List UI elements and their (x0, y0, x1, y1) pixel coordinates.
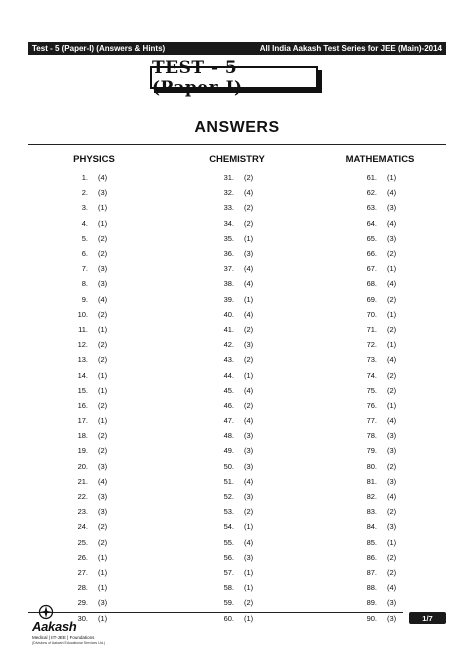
question-number: 58. (223, 583, 234, 593)
question-number: 6. (81, 249, 88, 259)
chemistry-answers (212, 170, 284, 626)
aakash-emblem-icon (38, 604, 54, 620)
answer-option: (2) (98, 400, 108, 410)
logo-division-note: (Divisions of Aakash Educational Services Ltd.) (32, 641, 106, 645)
answer-row (66, 216, 138, 231)
answer-option: (2) (98, 355, 108, 365)
question-number: 10. (77, 309, 88, 319)
answer-option: (4) (387, 279, 397, 289)
answer-row (355, 504, 427, 519)
answer-row (355, 474, 427, 489)
answer-row (355, 565, 427, 580)
answer-option: (2) (244, 355, 254, 365)
answer-option: (3) (98, 279, 108, 289)
question-number: 60. (223, 613, 234, 623)
question-number: 69. (366, 294, 377, 304)
question-number: 67. (366, 264, 377, 274)
answer-option: (1) (98, 567, 108, 577)
question-number: 17. (77, 416, 88, 426)
question-number: 1. (81, 173, 88, 183)
answer-option: (1) (244, 613, 254, 623)
physics-answers (66, 170, 138, 626)
answers-heading: ANSWERS (194, 119, 280, 136)
question-number: 72. (366, 340, 377, 350)
question-number: 41. (223, 324, 234, 334)
question-number: 4. (81, 218, 88, 228)
answer-option: (3) (387, 431, 397, 441)
question-number: 39. (223, 294, 234, 304)
question-number: 80. (366, 461, 377, 471)
question-number: 43. (223, 355, 234, 365)
question-number: 29. (77, 598, 88, 608)
answer-option: (4) (98, 476, 108, 486)
answer-option: (3) (387, 613, 397, 623)
question-number: 11. (78, 324, 88, 334)
answer-option: (1) (98, 324, 108, 334)
question-number: 52. (223, 492, 234, 502)
header-left: Test - 5 (Paper-I) (Answers & Hints) (32, 44, 166, 53)
question-number: 57. (223, 567, 234, 577)
answer-row (355, 383, 427, 398)
answer-row (66, 200, 138, 215)
answer-row (212, 459, 284, 474)
answer-row (66, 489, 138, 504)
question-number: 33. (223, 203, 234, 213)
answer-row (355, 519, 427, 534)
answer-option: (2) (98, 309, 108, 319)
question-number: 37. (223, 264, 234, 274)
question-number: 71. (366, 324, 377, 334)
question-number: 23. (77, 507, 88, 517)
question-number: 34. (223, 218, 234, 228)
answer-option: (4) (387, 583, 397, 593)
question-number: 48. (223, 431, 234, 441)
answer-option: (2) (98, 522, 108, 532)
answer-option: (4) (244, 416, 254, 426)
answer-option: (4) (387, 188, 397, 198)
question-number: 88. (366, 583, 377, 593)
answer-row (66, 459, 138, 474)
answer-option: (3) (244, 340, 254, 350)
answer-row (355, 428, 427, 443)
question-number: 36. (223, 249, 234, 259)
answer-row (355, 413, 427, 428)
answer-row (355, 535, 427, 550)
answer-option: (2) (98, 340, 108, 350)
answer-row (355, 322, 427, 337)
question-number: 26. (77, 552, 88, 562)
answer-option: (4) (387, 218, 397, 228)
answer-row (355, 216, 427, 231)
logo-subtitle: Medical | IIT-JEE | Foundations (32, 635, 95, 640)
answer-option: (4) (244, 188, 254, 198)
answer-row (212, 550, 284, 565)
answer-option: (1) (98, 203, 108, 213)
question-number: 66. (366, 249, 377, 259)
answer-option: (2) (98, 537, 108, 547)
answer-option: (1) (387, 537, 397, 547)
answer-row (355, 580, 427, 595)
answer-option: (2) (98, 431, 108, 441)
question-number: 89. (366, 598, 377, 608)
answer-option: (3) (387, 446, 397, 456)
answer-option: (1) (244, 370, 254, 380)
answer-option: (2) (387, 294, 397, 304)
physics-heading: PHYSICS (73, 154, 115, 165)
question-number: 20. (77, 461, 88, 471)
answer-option: (3) (98, 188, 108, 198)
answer-row (355, 246, 427, 261)
answer-row (212, 398, 284, 413)
answer-option: (1) (244, 567, 254, 577)
paper-title-box (150, 57, 322, 98)
question-number: 86. (366, 552, 377, 562)
question-number: 8. (81, 279, 88, 289)
answer-option: (1) (98, 552, 108, 562)
answer-option: (3) (244, 552, 254, 562)
question-number: 90. (366, 613, 377, 623)
question-number: 16. (77, 400, 88, 410)
question-number: 38. (223, 279, 234, 289)
header-right: All India Aakash Test Series for JEE (Main)-2014 (259, 44, 442, 53)
answer-row (355, 276, 427, 291)
answer-row (212, 519, 284, 534)
answer-option: (2) (244, 218, 254, 228)
question-number: 19. (77, 446, 88, 456)
answer-option: (1) (387, 340, 397, 350)
answer-row (212, 307, 284, 322)
answer-option: (3) (387, 522, 397, 532)
question-number: 87. (366, 567, 377, 577)
answer-row (66, 398, 138, 413)
answer-option: (2) (387, 461, 397, 471)
answer-option: (2) (387, 507, 397, 517)
question-number: 78. (366, 431, 377, 441)
answer-row (212, 337, 284, 352)
question-number: 79. (366, 446, 377, 456)
answer-option: (4) (244, 476, 254, 486)
answer-row (355, 459, 427, 474)
answer-option: (3) (244, 492, 254, 502)
answer-option: (1) (244, 233, 254, 243)
answer-row (212, 261, 284, 276)
answer-row (355, 292, 427, 307)
answer-option: (4) (387, 355, 397, 365)
question-number: 47. (223, 416, 234, 426)
answer-row (66, 367, 138, 382)
answer-option: (2) (387, 324, 397, 334)
answer-row (212, 535, 284, 550)
question-number: 77. (366, 416, 377, 426)
answer-option: (2) (387, 385, 397, 395)
answer-option: (3) (387, 598, 397, 608)
question-number: 7. (81, 264, 88, 274)
question-number: 18. (77, 431, 88, 441)
answer-option: (3) (387, 476, 397, 486)
question-number: 74. (366, 370, 377, 380)
answer-row (212, 292, 284, 307)
question-number: 40. (223, 309, 234, 319)
answer-row (66, 337, 138, 352)
answer-option: (4) (244, 279, 254, 289)
answer-row (212, 443, 284, 458)
question-number: 68. (366, 279, 377, 289)
question-number: 24. (77, 522, 88, 532)
question-number: 62. (366, 188, 377, 198)
answer-row (66, 246, 138, 261)
answer-option: (1) (98, 613, 108, 623)
answer-option: (1) (98, 370, 108, 380)
answer-row (66, 322, 138, 337)
answer-row (66, 519, 138, 534)
answer-option: (3) (98, 264, 108, 274)
question-number: 42. (223, 340, 234, 350)
answer-option: (2) (98, 233, 108, 243)
answer-option: (3) (244, 249, 254, 259)
answer-row (66, 352, 138, 367)
answer-option: (1) (387, 264, 397, 274)
answer-row (355, 200, 427, 215)
answer-option: (4) (244, 264, 254, 274)
question-number: 83. (366, 507, 377, 517)
answer-row (66, 443, 138, 458)
question-number: 14. (77, 370, 88, 380)
answer-option: (1) (244, 294, 254, 304)
answer-option: (3) (98, 461, 108, 471)
question-number: 44. (223, 370, 234, 380)
question-number: 27. (77, 567, 88, 577)
answer-row (66, 383, 138, 398)
question-number: 35. (223, 233, 234, 243)
question-number: 12. (77, 340, 88, 350)
answer-row (212, 595, 284, 610)
question-number: 64. (366, 218, 377, 228)
answer-option: (3) (244, 461, 254, 471)
question-number: 53. (223, 507, 234, 517)
answer-row (66, 276, 138, 291)
question-number: 73. (366, 355, 377, 365)
answer-option: (2) (244, 400, 254, 410)
question-number: 55. (223, 537, 234, 547)
answer-option: (2) (244, 507, 254, 517)
answer-row (66, 231, 138, 246)
answer-row (212, 489, 284, 504)
question-number: 56. (223, 552, 234, 562)
answer-row (66, 261, 138, 276)
answer-row (355, 398, 427, 413)
answer-row (66, 413, 138, 428)
answer-row (212, 322, 284, 337)
answer-row (355, 231, 427, 246)
question-number: 3. (81, 203, 88, 213)
answer-row (355, 367, 427, 382)
question-number: 50. (223, 461, 234, 471)
question-number: 45. (223, 385, 234, 395)
question-number: 21. (77, 476, 88, 486)
answer-option: (4) (244, 537, 254, 547)
answer-option: (2) (387, 370, 397, 380)
answer-option: (1) (98, 583, 108, 593)
answer-row (355, 443, 427, 458)
question-number: 84. (366, 522, 377, 532)
answer-row (355, 307, 427, 322)
answer-row (212, 352, 284, 367)
answer-row (212, 276, 284, 291)
answer-option: (1) (98, 218, 108, 228)
question-number: 59. (223, 598, 234, 608)
mathematics-answers (355, 170, 427, 626)
answer-option: (1) (387, 400, 397, 410)
top-divider (28, 144, 446, 145)
answer-row (212, 580, 284, 595)
question-number: 76. (366, 400, 377, 410)
question-number: 70. (366, 309, 377, 319)
answer-row (212, 565, 284, 580)
answer-row (66, 535, 138, 550)
answer-option: (3) (98, 507, 108, 517)
answer-row (355, 170, 427, 185)
question-number: 28. (77, 583, 88, 593)
answer-option: (3) (98, 598, 108, 608)
answer-option: (3) (98, 492, 108, 502)
answer-row (212, 170, 284, 185)
answer-option: (2) (387, 249, 397, 259)
answer-row (212, 246, 284, 261)
answer-option: (2) (244, 173, 254, 183)
question-number: 30. (77, 613, 88, 623)
answer-option: (1) (387, 173, 397, 183)
question-number: 9. (81, 294, 88, 304)
question-number: 51. (223, 476, 234, 486)
answer-row (66, 428, 138, 443)
answer-option: (3) (387, 233, 397, 243)
answer-option: (2) (244, 324, 254, 334)
question-number: 81. (366, 476, 377, 486)
question-number: 22. (77, 492, 88, 502)
answer-option: (3) (244, 431, 254, 441)
question-number: 85. (366, 537, 377, 547)
question-number: 2. (81, 188, 88, 198)
answer-row (212, 185, 284, 200)
question-number: 65. (366, 233, 377, 243)
answer-row (212, 200, 284, 215)
answer-row (66, 550, 138, 565)
answer-row (66, 185, 138, 200)
answer-row (66, 170, 138, 185)
answer-row (355, 261, 427, 276)
question-number: 49. (223, 446, 234, 456)
answer-option: (4) (98, 173, 108, 183)
answer-row (212, 428, 284, 443)
answer-row (66, 580, 138, 595)
page-number: 1/7 (409, 612, 446, 624)
answer-row (66, 292, 138, 307)
answer-option: (3) (244, 446, 254, 456)
chemistry-heading: CHEMISTRY (209, 154, 265, 165)
answer-row (66, 474, 138, 489)
aakash-logo (28, 604, 106, 650)
question-number: 13. (77, 355, 88, 365)
answer-row (355, 185, 427, 200)
answer-row (212, 367, 284, 382)
answer-row (212, 231, 284, 246)
answer-row (355, 337, 427, 352)
question-number: 75. (366, 385, 377, 395)
answer-option: (2) (387, 567, 397, 577)
answer-row (212, 216, 284, 231)
answer-option: (4) (98, 294, 108, 304)
answer-option: (1) (244, 522, 254, 532)
answer-option: (1) (98, 416, 108, 426)
answer-row (212, 413, 284, 428)
answer-row (212, 504, 284, 519)
mathematics-heading: MATHEMATICS (345, 154, 415, 165)
question-number: 63. (366, 203, 377, 213)
question-number: 5. (81, 233, 88, 243)
question-number: 32. (223, 188, 234, 198)
answer-option: (2) (98, 249, 108, 259)
question-number: 82. (366, 492, 377, 502)
paper-title: TEST - 5 (Paper-I) (150, 66, 318, 89)
answer-row (66, 504, 138, 519)
answer-row (66, 307, 138, 322)
answer-option: (4) (244, 385, 254, 395)
question-number: 54. (223, 522, 234, 532)
answer-row (212, 383, 284, 398)
answer-row (66, 565, 138, 580)
question-number: 46. (223, 400, 234, 410)
answer-option: (1) (387, 309, 397, 319)
answer-option: (2) (244, 598, 254, 608)
question-number: 25. (77, 537, 88, 547)
answer-row (355, 489, 427, 504)
answer-option: (4) (387, 492, 397, 502)
answer-option: (4) (387, 416, 397, 426)
question-number: 31. (223, 173, 234, 183)
running-header (28, 42, 446, 55)
answer-row (355, 595, 427, 610)
answer-option: (4) (244, 309, 254, 319)
answer-option: (1) (244, 583, 254, 593)
answer-option: (2) (244, 203, 254, 213)
answer-option: (3) (387, 203, 397, 213)
answer-option: (2) (98, 446, 108, 456)
question-number: 15. (77, 385, 88, 395)
logo-wordmark: Aakash (32, 619, 77, 634)
answer-option: (1) (98, 385, 108, 395)
answer-row (355, 550, 427, 565)
answer-option: (2) (387, 552, 397, 562)
answer-row (212, 474, 284, 489)
answer-row (355, 352, 427, 367)
question-number: 61. (366, 173, 377, 183)
